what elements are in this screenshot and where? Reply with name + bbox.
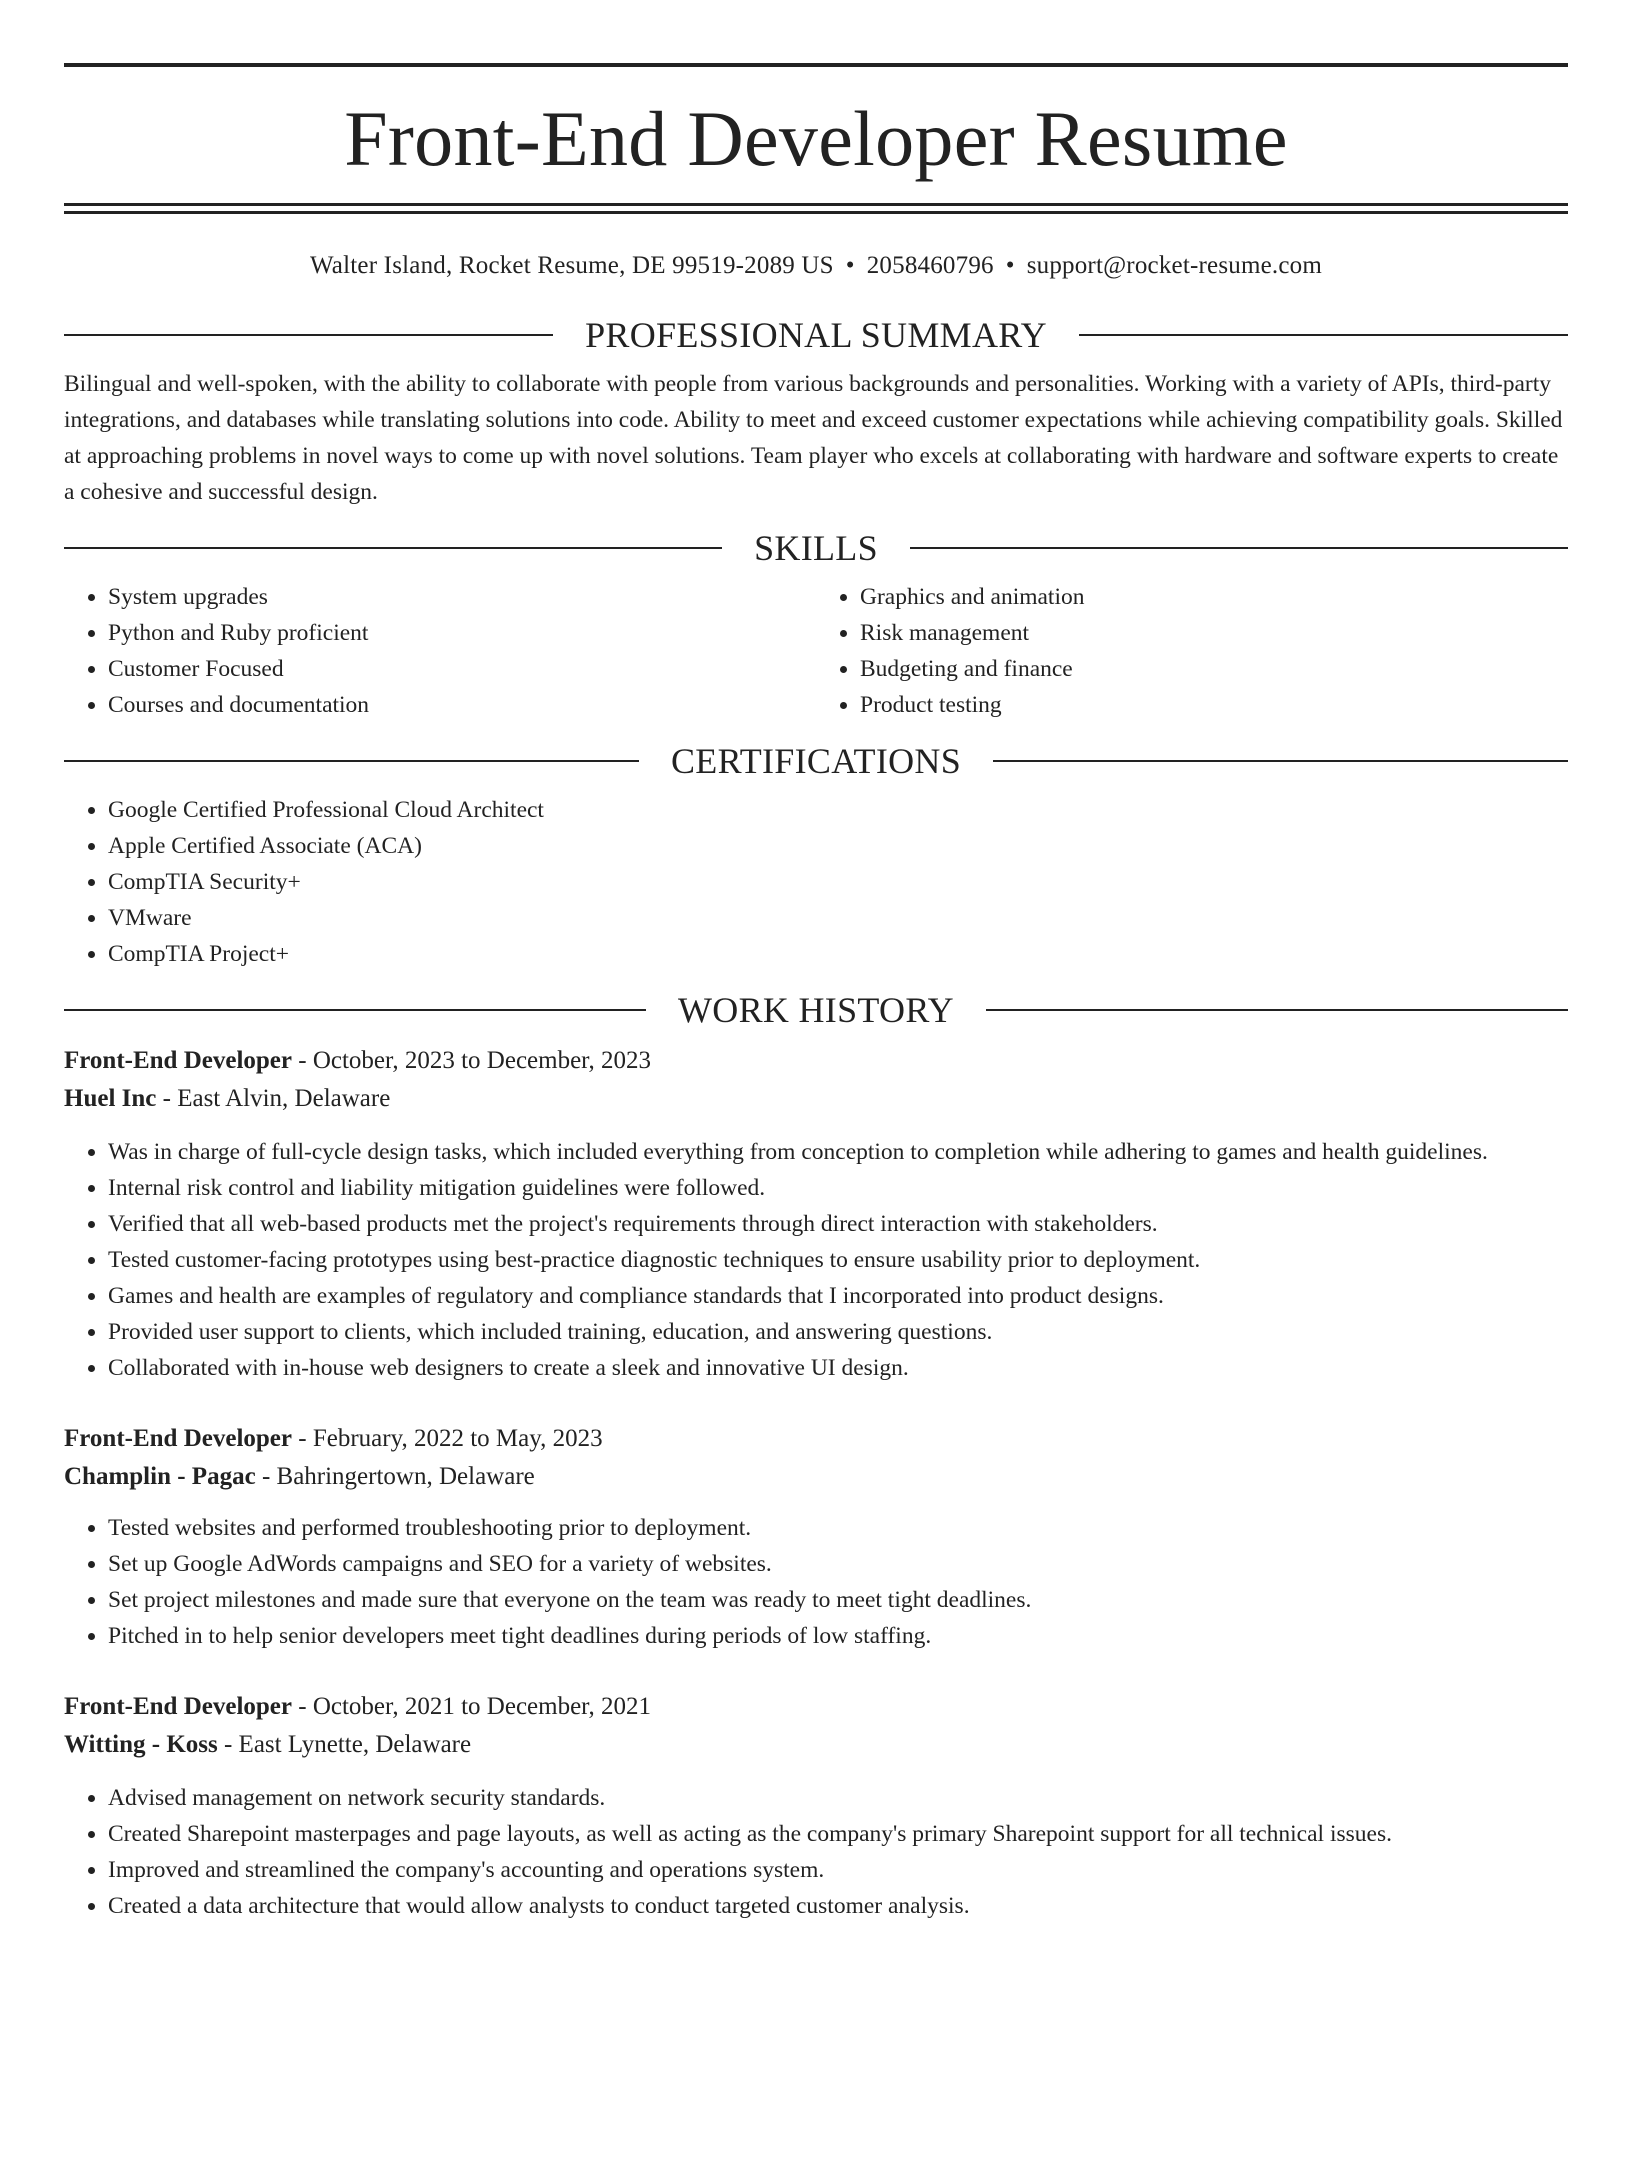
contact-address: Walter Island, Rocket Resume, DE 99519-2089 US [310,252,834,279]
contact-line [64,252,1568,280]
skill-item: • Product testing [860,687,1568,723]
job-location: - East Alvin, Delaware [156,1085,391,1112]
job-company: Witting - Koss [64,1731,218,1758]
section-heading-label: WORK HISTORY [678,990,954,1030]
job-role: Front-End Developer [64,1047,292,1074]
skill-item: • Python and Ruby proficient [108,615,816,651]
job-bullet: • Advised management on network security standards. [108,1780,1568,1816]
job-bullet: • Pitched in to help senior developers meet tight deadlines during periods of low staffing. [108,1618,1568,1654]
contact-separator: • [1005,252,1015,279]
skill-item: • System upgrades [108,579,816,615]
job-role: Front-End Developer [64,1693,292,1720]
certifications-list [64,792,1568,972]
job-entry [64,1420,1568,1654]
job-title-line [64,1688,1568,1726]
skill-item: • Customer Focused [108,651,816,687]
resume-page [0,63,1632,2175]
job-company-line [64,1080,1568,1118]
skill-item: • Courses and documentation [108,687,816,723]
job-bullet: • Tested customer-facing prototypes using best-practice diagnostic techniques to ensure usability prior to deployment. [108,1242,1568,1278]
job-bullet: • Set project milestones and made sure that everyone on the team was ready to meet tight deadlines. [108,1582,1568,1618]
job-bullet: • Tested websites and performed troubleshooting prior to deployment. [108,1510,1568,1546]
job-bullet: • Internal risk control and liability mitigation guidelines were followed. [108,1170,1568,1206]
job-bullets [64,1780,1568,1924]
job-bullet: • Verified that all web-based products met the project's requirements through direct interaction with stakeholders. [108,1206,1568,1242]
job-dates: - October, 2021 to December, 2021 [292,1693,651,1720]
skill-item: • Risk management [860,615,1568,651]
job-location: - Bahringertown, Delaware [255,1463,535,1490]
certifications-heading [64,743,1568,779]
section-heading-label: PROFESSIONAL SUMMARY [585,315,1047,355]
section-heading-label: SKILLS [754,528,878,568]
job-company-line [64,1458,1568,1496]
job-company: Huel Inc [64,1085,157,1112]
heading-rule-left [64,547,722,549]
job-bullet: • Collaborated with in-house web designers to create a sleek and innovative UI design. [108,1350,1568,1386]
job-location: - East Lynette, Delaware [217,1731,472,1758]
job-bullet: • Created a data architecture that would allow analysts to conduct targeted customer analysis. [108,1888,1568,1924]
job-title-line [64,1420,1568,1458]
job-bullets [64,1134,1568,1386]
certification-item: • CompTIA Security+ [108,864,1568,900]
job-bullet: • Set up Google AdWords campaigns and SEO for a variety of websites. [108,1546,1568,1582]
page-title: Front-End Developer Resume [344,95,1288,182]
contact-email: support@rocket-resume.com [1026,252,1322,279]
heading-rule-right [910,547,1568,549]
heading-rule-right [1079,334,1568,336]
certification-item: • VMware [108,900,1568,936]
job-bullets [64,1510,1568,1654]
job-company-line [64,1726,1568,1764]
job-bullet: • Was in charge of full-cycle design tasks, which included everything from conception to completion while adhering to games and health guidelines. [108,1134,1568,1170]
job-bullet: • Created Sharepoint masterpages and page layouts, as well as acting as the company's primary Sharepoint support for all technical issues. [108,1816,1568,1852]
job-role: Front-End Developer [64,1425,292,1452]
skill-item: • Budgeting and finance [860,651,1568,687]
skills-heading [64,530,1568,566]
job-entry [64,1688,1568,1924]
certification-item: • CompTIA Project+ [108,936,1568,972]
job-company: Champlin - Pagac [64,1463,256,1490]
heading-rule-right [993,760,1568,762]
heading-rule-left [64,760,639,762]
certification-item: • Google Certified Professional Cloud Architect [108,792,1568,828]
work-history-heading [64,992,1568,1028]
summary-heading [64,317,1568,353]
job-bullet: • Improved and streamlined the company's accounting and operations system. [108,1852,1568,1888]
skill-item: • Graphics and animation [860,579,1568,615]
skills-list-left [64,579,816,723]
job-title-line [64,1042,1568,1080]
job-dates: - February, 2022 to May, 2023 [292,1425,603,1452]
contact-separator: • [845,252,855,279]
skills-list-right [816,579,1568,723]
contact-phone: 2058460796 [866,252,994,279]
job-dates: - October, 2023 to December, 2023 [292,1047,651,1074]
heading-rule-left [64,1009,646,1011]
skills-grid [64,579,1568,723]
job-entry [64,1042,1568,1386]
professional-summary: Bilingual and well-spoken, with the ability to collaborate with people from various backgrounds and personalities. Working with a variety of APIs, third-party integrations, and databases while translating solutions into code. Ability to meet and exceed customer expectations while achieving compatibility goals. Skilled at approaching problems in novel ways to come up with novel solutions. Team player who excels at collaborating with hardware and software experts to create a cohesive and successful design. [64,371,1563,505]
heading-rule-left [64,334,553,336]
heading-rule-right [986,1009,1568,1011]
job-bullet: • Games and health are examples of regulatory and compliance standards that I incorporated into product designs. [108,1278,1568,1314]
title-double-rule [64,203,1568,214]
certification-item: • Apple Certified Associate (ACA) [108,828,1568,864]
job-bullet: • Provided user support to clients, which included training, education, and answering questions. [108,1314,1568,1350]
section-heading-label: CERTIFICATIONS [670,741,962,781]
